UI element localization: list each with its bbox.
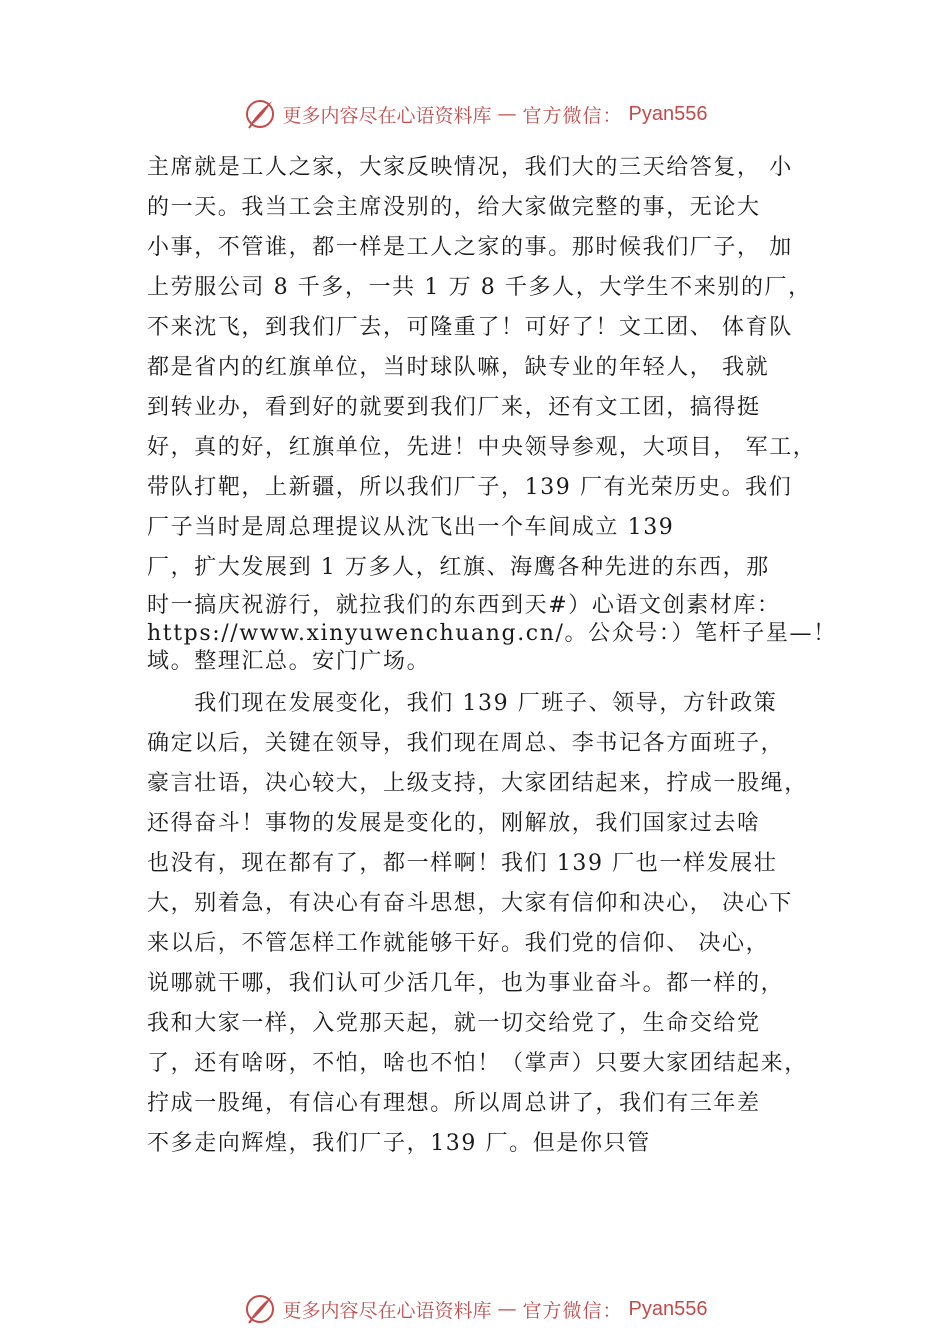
text-line: 上劳服公司 8 千多，一共 1 万 8 千多人，大学生不来别的厂， (147, 275, 812, 300)
paragraph-start: 我们现在发展变化，我们 139 厂班子、领导，方针政策 (147, 691, 778, 716)
quill-logo-icon (243, 97, 277, 131)
banner-dash: — (497, 1298, 517, 1320)
text-line: 确定以后，关键在领导，我们现在周总、李书记各方面班子， (147, 731, 785, 756)
text-line: 的一天。我当工会主席没别的，给大家做完整的事，无论大 (147, 195, 761, 220)
text-line: 不多走向辉煌，我们厂子，139 厂。但是你只管 (147, 1131, 651, 1156)
wechat-id: Pyan556 (628, 1297, 708, 1320)
text-line: 带队打靶，上新疆，所以我们厂子，139 厂有光荣历史。我们 (147, 475, 793, 500)
text-line: 说哪就干哪，我们认可少活几年，也为事业奋斗。都一样的， (147, 971, 785, 996)
text-line: 了，还有啥呀，不怕，啥也不怕！（掌声）只要大家团结起来， (147, 1051, 808, 1076)
banner-dash: — (497, 103, 517, 125)
text-line: 主席就是工人之家，大家反映情况，我们大的三天给答复， 小 (147, 155, 793, 180)
text-line: 厂，扩大发展到 1 万多人，红旗、海鹰各种先进的东西，那 (147, 555, 770, 580)
document-body (147, 148, 837, 1164)
wechat-label: 官方微信： (522, 104, 623, 127)
text-line: 还得奋斗！事物的发展是变化的，刚解放，我们国家过去啥 (147, 811, 761, 836)
text-line: 来以后，不管怎样工作就能够干好。我们党的信仰、 决心， (147, 931, 770, 956)
library-label: 更多内容尽在心语资料库 (282, 1299, 492, 1322)
wechat-id: Pyan556 (628, 102, 708, 125)
text-line: 好，真的好，红旗单位，先进！中央领导参观，大项目， 军工， (147, 435, 817, 460)
text-line: 不来沈飞，到我们厂去，可隆重了！可好了！文工团、 体育队 (147, 315, 793, 340)
text-line: 小事，不管谁，都一样是工人之家的事。那时候我们厂子， 加 (147, 235, 793, 260)
library-label: 更多内容尽在心语资料库 (282, 104, 492, 127)
text-line: 到转业办，看到好的就要到我们厂来，还有文工团，搞得挺 (147, 395, 761, 420)
text-line: 大，别着急，有决心有奋斗思想，大家有信仰和决心， 决心下 (147, 891, 793, 916)
text-line: 也没有，现在都有了，都一样啊！我们 139 厂也一样发展壮 (147, 851, 778, 876)
text-line: 域。整理汇总。安门广场。 (147, 649, 431, 674)
quill-logo-icon (243, 1292, 277, 1326)
text-line: 豪言壮语，决心较大，上级支持，大家团结起来，拧成一股绳， (147, 771, 808, 796)
wechat-label: 官方微信： (522, 1299, 623, 1322)
text-line: 厂子当时是周总理提议从沈飞出一个车间成立 139 (147, 515, 675, 540)
footer-banner (0, 1289, 950, 1329)
header-banner (0, 94, 950, 134)
source-url-line: https://www.xinyuwenchuang.cn/。公众号：）笔杆子星—！ (147, 621, 837, 646)
text-line: 拧成一股绳，有信心有理想。所以周总讲了，我们有三年差 (147, 1091, 761, 1116)
text-line: 都是省内的红旗单位，当时球队嘛，缺专业的年轻人， 我就 (147, 355, 770, 380)
text-line: 时一搞庆祝游行，就拉我们的东西到天#）心语文创素材库： (147, 593, 781, 618)
text-line: 我和大家一样，入党那天起，就一切交给党了，生命交给党 (147, 1011, 761, 1036)
